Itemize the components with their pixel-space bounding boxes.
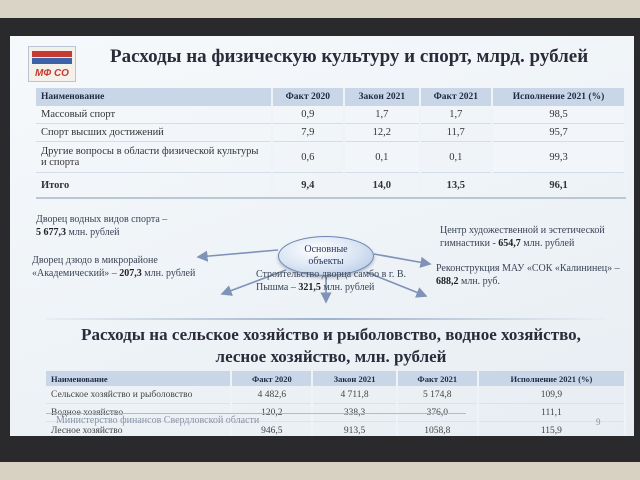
cell-law-2021: 12,2 xyxy=(344,124,419,142)
cell-fact-2020: 946,5 xyxy=(231,422,312,437)
cell-law-2021: 913,5 xyxy=(312,422,396,437)
cell-execution-2021: 99,3 xyxy=(492,142,625,173)
object-amount: 321,5 xyxy=(298,282,321,293)
object-unit: млн. руб. xyxy=(461,276,500,287)
col-header-law-2021: Закон 2021 xyxy=(344,88,419,106)
cell-execution-2021: 98,5 xyxy=(492,106,625,124)
cell-execution-2021: 95,7 xyxy=(492,124,625,142)
total-law-2021: 14,0 xyxy=(344,173,419,199)
cell-fact-2021: 1,7 xyxy=(420,106,493,124)
object-unit: млн. рублей xyxy=(523,238,575,249)
desk-surface xyxy=(0,462,640,480)
object-unit: млн. рублей xyxy=(323,282,375,293)
footer-divider xyxy=(46,413,466,414)
cell-fact-2020: 0,6 xyxy=(272,142,345,173)
row-name: Сельское хозяйство и рыболовство xyxy=(46,386,231,404)
logo-text: МФ СО xyxy=(35,68,69,79)
table-row xyxy=(46,386,625,404)
object-unit: млн. рублей xyxy=(144,268,196,279)
cell-execution-2021: 115,9 xyxy=(478,422,625,437)
agriculture-expenses-table xyxy=(46,371,626,436)
table-header-row xyxy=(46,371,625,386)
main-objects-oval: Основные объекты xyxy=(278,236,374,276)
object-label: Центр художественной и эстетической гимнастики - xyxy=(440,225,605,249)
agriculture-title-line1: Расходы на сельское хозяйство и рыболовство, водное хозяйство, xyxy=(81,325,581,344)
col-header-execution-2021: Исполнение 2021 (%) xyxy=(478,371,625,386)
cell-fact-2021: 5 174,8 xyxy=(397,386,478,404)
row-name: Другие вопросы в области физической культуры и спорта xyxy=(36,142,272,173)
col-header-execution-2021: Исполнение 2021 (%) xyxy=(492,88,625,106)
slide-title: Расходы на физическую культуру и спорт, млрд. рублей xyxy=(110,46,589,67)
object-amount: 654,7 xyxy=(498,238,521,249)
row-name: Массовый спорт xyxy=(36,106,272,124)
col-header-fact-2020: Факт 2020 xyxy=(231,371,312,386)
object-kalininets xyxy=(436,262,626,288)
col-header-name: Наименование xyxy=(36,88,272,106)
agriculture-title xyxy=(36,324,626,368)
object-label: Строительство дворца самбо в г. В. Пышма – xyxy=(256,269,407,293)
arrow-to-gymnastics-center xyxy=(374,254,430,264)
object-amount: 5 677,3 xyxy=(36,227,66,238)
col-header-name: Наименование xyxy=(46,371,231,386)
cell-law-2021: 1,7 xyxy=(344,106,419,124)
col-header-fact-2020: Факт 2020 xyxy=(272,88,345,106)
object-amount: 207,3 xyxy=(119,268,142,279)
object-gymnastics-center xyxy=(440,224,620,250)
col-header-fact-2021: Факт 2021 xyxy=(397,371,478,386)
cell-execution-2021: 111,1 xyxy=(478,404,625,422)
section-divider xyxy=(46,318,606,320)
object-label: Дворец дзюдо в микрорайоне «Академический» – xyxy=(32,255,158,279)
presentation-slide xyxy=(10,36,634,436)
footer-ministry-name: Министерство финансов Свердловской области xyxy=(56,415,260,426)
page-number: 9 xyxy=(596,417,601,427)
cell-law-2021: 0,1 xyxy=(344,142,419,173)
object-unit: млн. рублей xyxy=(68,227,120,238)
object-sambo-palace xyxy=(256,268,406,294)
total-label: Итого xyxy=(36,173,272,199)
total-fact-2020: 9,4 xyxy=(272,173,345,199)
cell-law-2021: 4 711,8 xyxy=(312,386,396,404)
object-judo-palace xyxy=(32,254,228,280)
object-label: Реконструкция МАУ «СОК «Калининец» – xyxy=(436,263,620,274)
cell-fact-2020: 0,9 xyxy=(272,106,345,124)
cell-fact-2021: 11,7 xyxy=(420,124,493,142)
row-name: Спорт высших достижений xyxy=(36,124,272,142)
object-water-palace xyxy=(36,213,206,239)
object-amount: 688,2 xyxy=(436,276,459,287)
total-execution-2021: 96,1 xyxy=(492,173,625,199)
object-label: Дворец водных видов спорта – xyxy=(36,214,168,225)
cell-execution-2021: 109,9 xyxy=(478,386,625,404)
cell-fact-2021: 1058,8 xyxy=(397,422,478,437)
cell-fact-2021: 0,1 xyxy=(420,142,493,173)
row-name: Лесное хозяйство xyxy=(46,422,231,437)
col-header-fact-2021: Факт 2021 xyxy=(420,88,493,106)
col-header-law-2021: Закон 2021 xyxy=(312,371,396,386)
cell-fact-2020: 7,9 xyxy=(272,124,345,142)
agriculture-title-line2: лесное хозяйство, млн. рублей xyxy=(215,347,447,366)
cell-fact-2020: 4 482,6 xyxy=(231,386,312,404)
total-fact-2021: 13,5 xyxy=(420,173,493,199)
